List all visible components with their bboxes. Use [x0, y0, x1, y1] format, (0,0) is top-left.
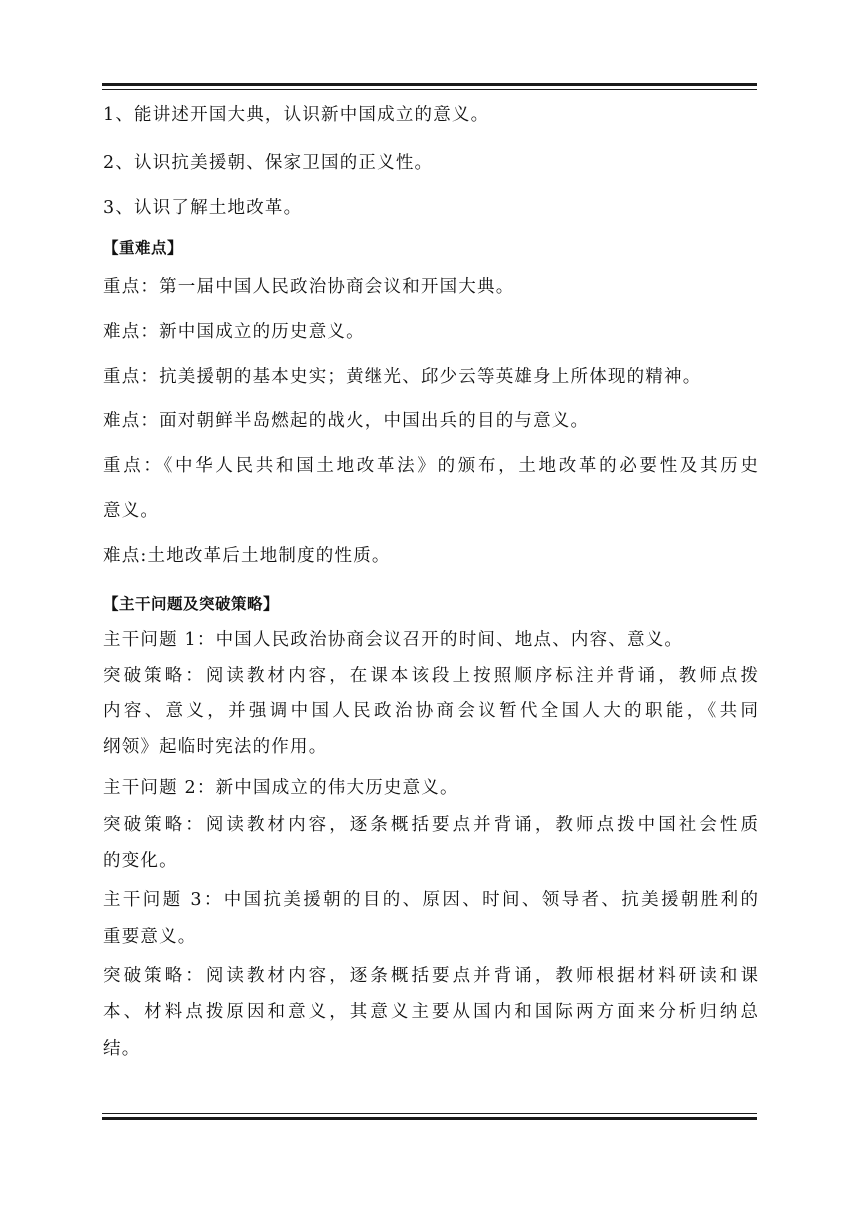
- strategy-line: 突破策略：阅读教材内容，逐条概括要点并背诵，教师根据材料研读和课: [103, 966, 758, 986]
- key-points-heading: 【重难点】: [103, 239, 184, 257]
- header-rule-thin: [102, 89, 757, 90]
- key-point-line: 难点：新中国成立的历史意义。: [103, 322, 365, 342]
- strategy-line: 主干问题 2：新中国成立的伟大历史意义。: [103, 778, 459, 798]
- key-point-line: 意义。: [103, 501, 160, 521]
- key-point-line: 重点：《中华人民共和国土地改革法》的颁布，土地改革的必要性及其历史: [103, 456, 758, 476]
- objective-3: 3、认识了解土地改革。: [103, 198, 303, 218]
- key-point-line: 重点：第一届中国人民政治协商会议和开国大典。: [103, 277, 515, 297]
- strategy-line: 的变化。: [103, 851, 178, 871]
- header-double-rule: [102, 83, 757, 90]
- footer-rule-thick: [102, 1117, 757, 1120]
- strategies-heading: 【主干问题及突破策略】: [103, 595, 280, 613]
- strategy-line: 本、材料点拨原因和意义，其意义主要从国内和国际两方面来分析归纳总: [103, 1002, 758, 1022]
- strategy-line: 结。: [103, 1039, 141, 1059]
- key-point-line: 难点：面对朝鲜半岛燃起的战火，中国出兵的目的与意义。: [103, 411, 590, 431]
- key-point-line: 难点:土地改革后土地制度的性质。: [103, 546, 391, 566]
- strategy-line: 主干问题 1：中国人民政治协商会议召开的时间、地点、内容、意义。: [103, 630, 684, 650]
- key-point-line: 重点：抗美援朝的基本史实；黄继光、邱少云等英雄身上所体现的精神。: [103, 367, 702, 387]
- header-rule-thick: [102, 83, 757, 86]
- objective-1: 1、能讲述开国大典，认识新中国成立的意义。: [103, 105, 490, 125]
- strategy-line: 重要意义。: [103, 927, 197, 947]
- strategy-line: 纲领》起临时宪法的作用。: [103, 737, 328, 757]
- strategy-line: 突破策略：阅读教材内容，在课本该段上按照顺序标注并背诵，教师点拨: [103, 666, 758, 686]
- strategy-line: 突破策略：阅读教材内容，逐条概括要点并背诵，教师点拨中国社会性质: [103, 815, 758, 835]
- strategy-line: 主干问题 3：中国抗美援朝的目的、原因、时间、领导者、抗美援朝胜利的: [103, 890, 758, 910]
- objective-2: 2、认识抗美援朝、保家卫国的正义性。: [103, 153, 434, 173]
- strategy-line: 内容、意义，并强调中国人民政治协商会议暂代全国人大的职能，《共同: [103, 701, 758, 721]
- footer-rule-thin: [102, 1113, 757, 1114]
- footer-double-rule: [102, 1113, 757, 1120]
